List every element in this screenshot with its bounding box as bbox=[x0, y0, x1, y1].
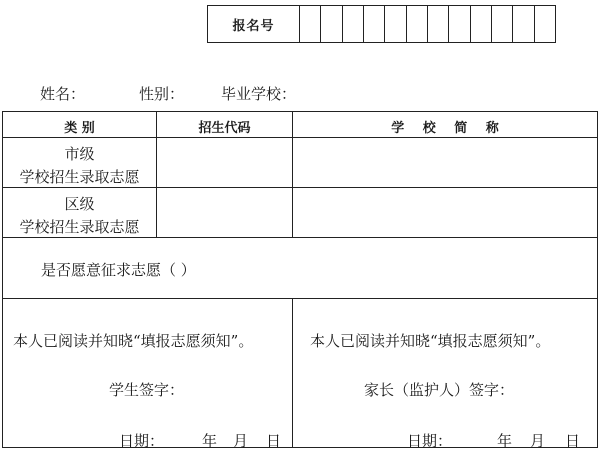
city-code-input[interactable] bbox=[157, 138, 292, 187]
registration-digit-box[interactable] bbox=[428, 6, 449, 42]
city-school-input[interactable] bbox=[293, 138, 597, 187]
registration-digit-box[interactable] bbox=[449, 6, 470, 42]
registration-digit-box[interactable] bbox=[492, 6, 513, 42]
row-divider bbox=[3, 237, 597, 238]
application-form-table bbox=[2, 111, 598, 448]
registration-digit-box[interactable] bbox=[300, 6, 321, 42]
city-level-label: 市级 bbox=[64, 145, 95, 163]
district-school-input[interactable] bbox=[293, 188, 597, 237]
registration-digit-box[interactable] bbox=[321, 6, 342, 42]
student-date-month: 月 bbox=[233, 432, 249, 450]
parent-date-day: 日 bbox=[565, 432, 581, 450]
registration-digit-box[interactable] bbox=[471, 6, 492, 42]
parent-date-year: 年 bbox=[497, 432, 513, 450]
solicit-volunteer-input[interactable] bbox=[189, 255, 259, 279]
registration-digit-box[interactable] bbox=[343, 6, 364, 42]
registration-number-label: 报名号 bbox=[208, 6, 300, 42]
declaration-divider bbox=[292, 298, 293, 448]
solicit-volunteer-question: 是否愿意征求志愿（ ） bbox=[41, 261, 196, 279]
district-code-input[interactable] bbox=[157, 188, 292, 237]
row-divider bbox=[3, 298, 597, 299]
header-category: 类 别 bbox=[64, 121, 95, 136]
registration-digit-box[interactable] bbox=[513, 6, 534, 42]
header-code: 招生代码 bbox=[198, 121, 251, 136]
student-declaration: 本人已阅读并知晓“填报志愿须知”。 bbox=[13, 332, 254, 350]
student-date-year: 年 bbox=[202, 432, 218, 450]
registration-digit-box[interactable] bbox=[535, 6, 555, 42]
registration-digit-box[interactable] bbox=[364, 6, 385, 42]
student-signature-label: 学生签字： bbox=[109, 381, 185, 399]
parent-date-month: 月 bbox=[530, 432, 546, 450]
registration-number-box bbox=[207, 5, 556, 43]
school-label: 毕业学校： bbox=[221, 85, 297, 103]
registration-digit-box[interactable] bbox=[407, 6, 428, 42]
parent-signature-label: 家长（监护人）签字： bbox=[364, 381, 515, 399]
gender-label: 性别： bbox=[139, 85, 185, 103]
city-level-sublabel: 学校招生录取志愿 bbox=[19, 168, 140, 186]
name-label: 姓名： bbox=[40, 85, 86, 103]
header-school-name: 学 校 简 称 bbox=[391, 121, 499, 136]
student-date-day: 日 bbox=[266, 432, 282, 450]
student-date-label: 日期： bbox=[119, 432, 165, 450]
parent-declaration: 本人已阅读并知晓“填报志愿须知”。 bbox=[310, 332, 551, 350]
district-level-sublabel: 学校招生录取志愿 bbox=[19, 218, 140, 236]
district-level-label: 区级 bbox=[64, 195, 95, 213]
parent-date-label: 日期： bbox=[407, 432, 453, 450]
registration-digit-box[interactable] bbox=[385, 6, 406, 42]
